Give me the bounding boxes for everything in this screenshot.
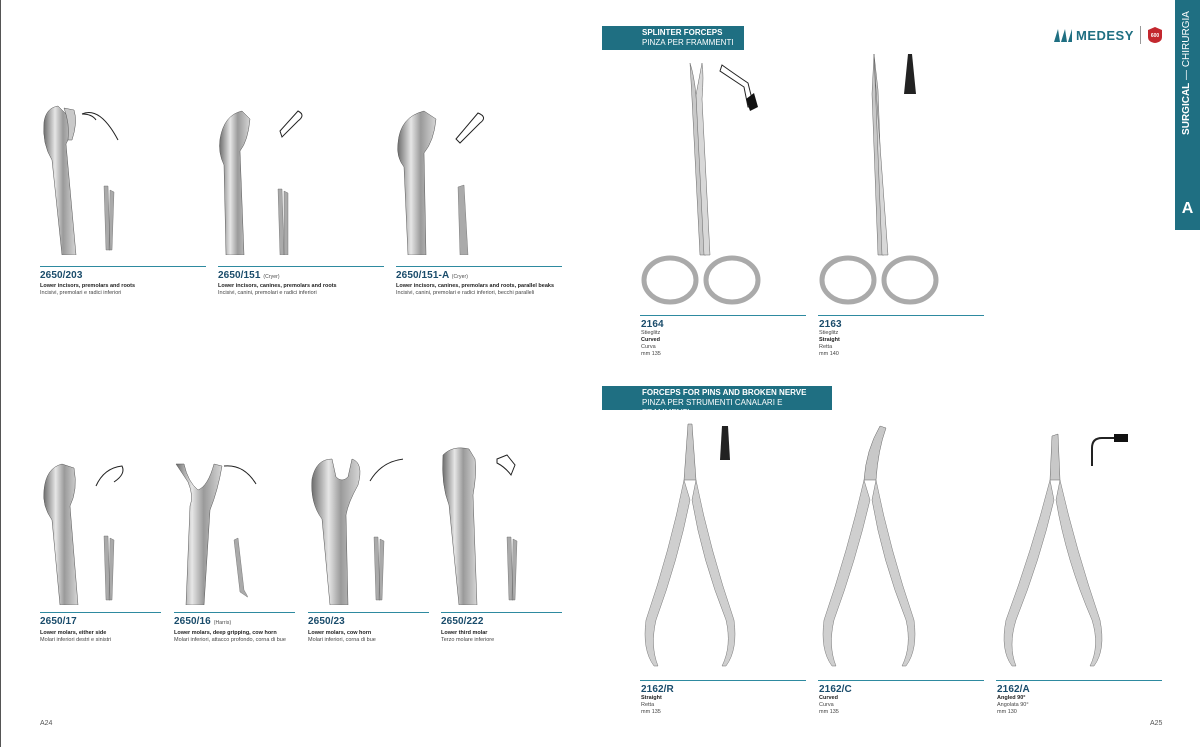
product-code: 2650/203 <box>40 270 83 281</box>
section-tab: SURGICAL — CHIRURGIA A <box>1175 0 1200 230</box>
product-code: 2650/23 <box>308 616 345 627</box>
product-desc-it: Incisivi, premolari e radici inferiori <box>40 290 122 296</box>
product-spec: Curved Curva mm 135 <box>819 695 839 715</box>
forceps-2650-203-image <box>40 100 130 255</box>
forceps-2650-16-image <box>174 460 269 605</box>
section-header-splinter: SPLINTER FORCEPS PINZA PER FRAMMENTI <box>602 26 744 50</box>
product-code: 2650/16 (Harris) <box>174 616 232 627</box>
forceps-2650-17-image <box>40 460 130 605</box>
product-code: 2163 <box>819 319 842 330</box>
product-code: 2164 <box>641 319 664 330</box>
product-desc-en: Lower molars, deep gripping, cow horn <box>174 630 277 636</box>
forceps-2650-151-image <box>218 105 313 255</box>
brand-name: MEDESY <box>1076 27 1134 43</box>
divider <box>640 680 806 681</box>
product-desc-en: Lower third molar <box>441 630 488 636</box>
divider <box>996 680 1162 681</box>
product-desc-en: Lower molars, cow horn <box>308 630 372 636</box>
divider <box>174 612 295 613</box>
forceps-2650-151a-image <box>396 105 491 255</box>
divider <box>818 680 984 681</box>
brand-logo <box>1053 25 1163 45</box>
splinter-forceps-2163-image <box>818 50 943 305</box>
product-code: 2650/151 (Cryer) <box>218 270 280 281</box>
product-desc-en: Lower incisors, canines, premolars and roots, parallel beaks <box>396 283 555 289</box>
divider <box>218 266 384 267</box>
divider <box>441 612 562 613</box>
divider <box>40 612 161 613</box>
svg-text:600: 600 <box>1150 33 1160 39</box>
forceps-2650-222-image <box>441 445 536 605</box>
product-desc-it: Incisivi, canini, premolari e radici inferiori, becchi paralleli <box>396 290 535 296</box>
splinter-forceps-2164-image <box>640 55 765 305</box>
product-desc-it: Molari inferiori, attacco profondo, corna di bue <box>174 637 286 643</box>
product-desc-en: Lower incisors, premolars and roots <box>40 283 136 289</box>
product-code: 2650/151-A (Cryer) <box>396 270 469 281</box>
product-code: 2162/C <box>819 684 852 695</box>
product-desc-it: Molari inferiori, corna di bue <box>308 637 376 643</box>
product-spec: Stieglitz Curved Curva mm 135 <box>641 330 661 357</box>
product-code: 2650/17 <box>40 616 77 627</box>
product-desc-it: Molari inferiori destri e sinistri <box>40 637 112 643</box>
divider <box>40 266 206 267</box>
product-desc-it: Terzo molare inferiore <box>441 637 495 643</box>
page-left-edge <box>0 0 1 747</box>
product-desc-en: Lower incisors, canines, premolars and roots <box>218 283 337 289</box>
page-number-right: A25 <box>1150 720 1163 727</box>
product-code: 2162/A <box>997 684 1030 695</box>
divider <box>640 315 806 316</box>
section-letter: A <box>1181 200 1194 217</box>
page-number-left: A24 <box>40 720 53 727</box>
product-spec: Stieglitz Straight Retta mm 140 <box>819 330 840 357</box>
divider <box>818 315 984 316</box>
pin-forceps-2162-c-image <box>818 420 928 670</box>
divider <box>308 612 429 613</box>
divider <box>396 266 562 267</box>
pin-forceps-2162-r-image <box>640 420 750 670</box>
product-code: 2162/R <box>641 684 674 695</box>
forceps-2650-23-image <box>308 455 403 605</box>
product-code: 2650/222 <box>441 616 484 627</box>
badge-icon <box>1147 26 1163 44</box>
product-desc-it: Incisivi, canini, premolari e radici inferiori <box>218 290 317 296</box>
pin-forceps-2162-a-image <box>996 430 1136 670</box>
product-spec: Angled 90° Angolata 90° mm 130 <box>997 695 1029 715</box>
product-spec: Straight Retta mm 135 <box>641 695 662 715</box>
medesy-mark-icon <box>1053 27 1073 43</box>
product-desc-en: Lower molars, either side <box>40 630 107 636</box>
section-header-pins: FORCEPS FOR PINS AND BROKEN NERVE PINZA PER STRUMENTI CANALARI E FRAMMENTI <box>602 386 832 410</box>
